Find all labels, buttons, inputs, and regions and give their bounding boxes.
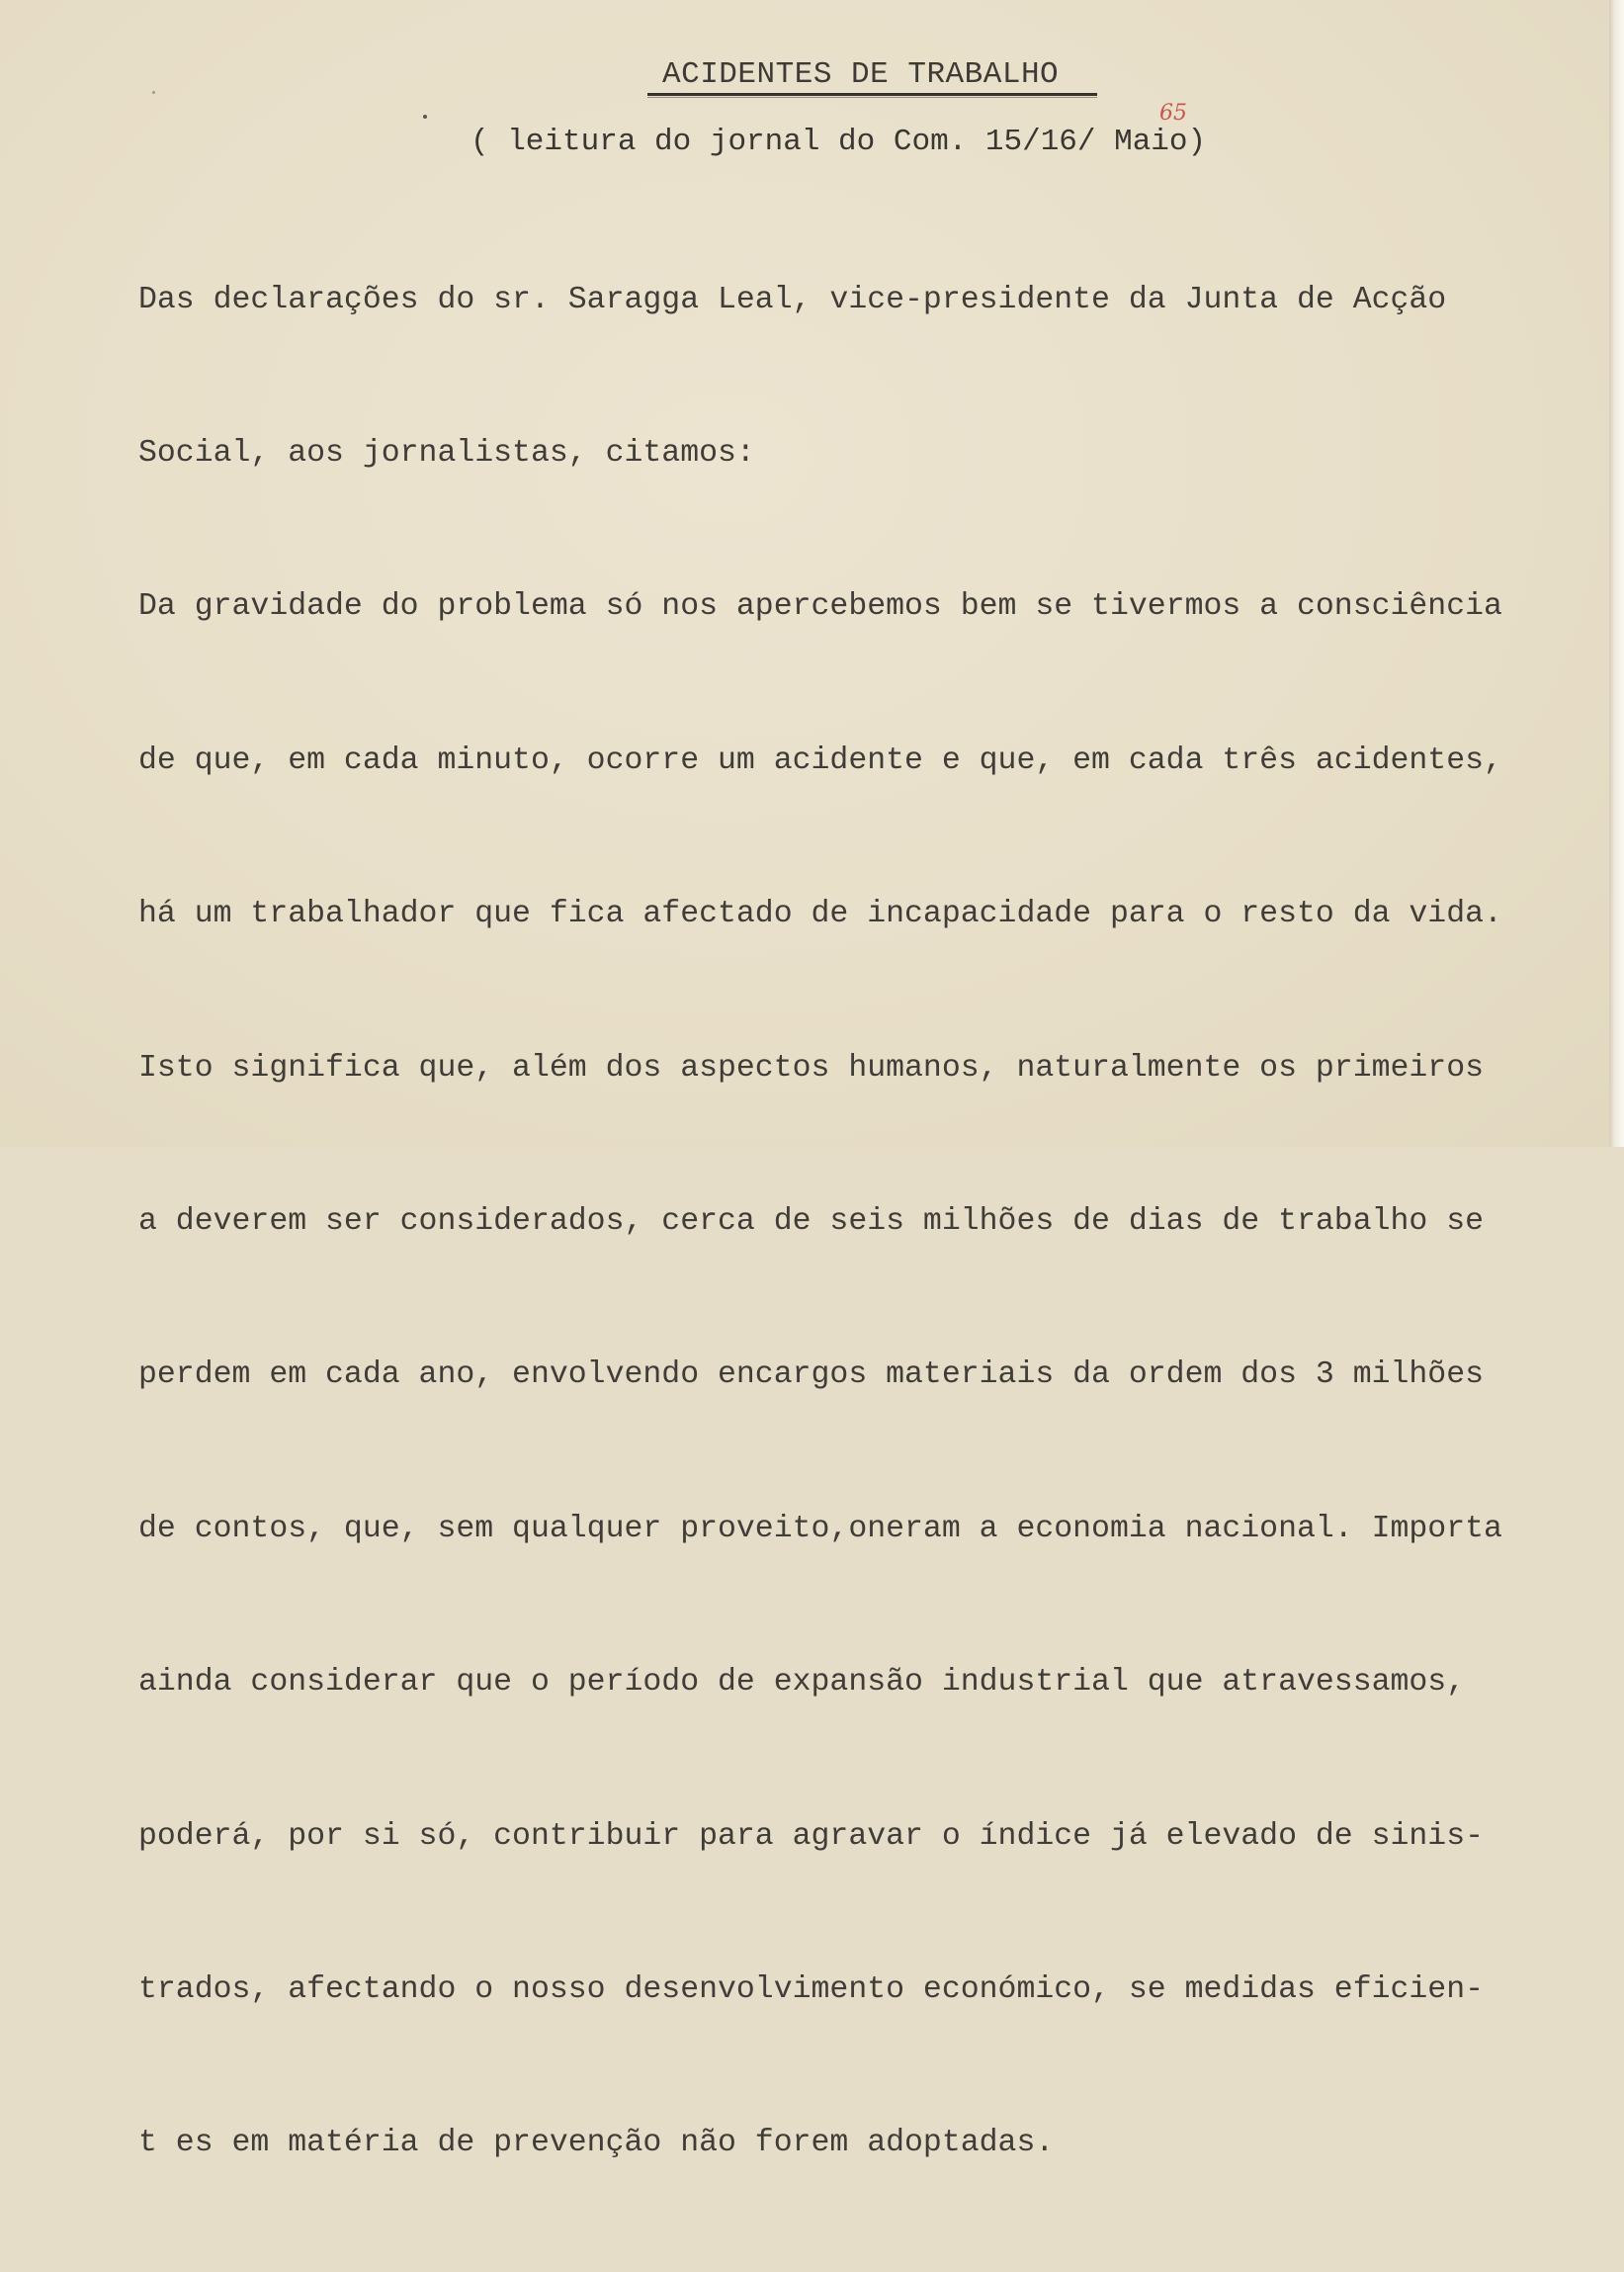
text-line: ainda considerar que o período de expansão industrial que atravessamos, — [138, 1665, 1466, 1701]
text-line: há um trabalhador que fica afectado de incapacidade para o resto da vida. — [138, 897, 1502, 932]
text-line: Das declarações do sr. Saragga Leal, vice-presidente da Junta de Acção — [138, 282, 1447, 317]
ink-speck — [423, 115, 427, 119]
text-line: de contos, que, sem qualquer proveito,oneram a economia nacional. Importa — [138, 1511, 1502, 1546]
text-line: t es em matéria de prevenção não forem adoptadas. — [138, 2126, 1055, 2161]
text-line: a deverem ser considerados, cerca de seis milhões de dias de trabalho se — [138, 1203, 1485, 1239]
title-underline — [647, 93, 1097, 96]
text-line: trados, afectando o nosso desenvolvimento económico, se medidas eficien- — [138, 1971, 1485, 2007]
body-text — [138, 172, 1606, 2272]
page-number: 65 — [1159, 101, 1187, 126]
text-line: poderá, por si só, contribuir para agravar o índice já elevado de sinis- — [138, 1818, 1485, 1854]
text-line: Da gravidade do problema só nos apercebemos bem se tivermos a consciência — [138, 589, 1502, 625]
document-subtitle: ( leitura do jornal do Com. 15/16/ Maio) — [470, 125, 1207, 159]
page-edge — [1609, 0, 1624, 1147]
ink-speck — [152, 91, 155, 94]
text-line: de que, em cada minuto, ocorre um acidente e que, em cada três acidentes, — [138, 743, 1502, 778]
document-title: ACIDENTES DE TRABALHO — [662, 57, 1060, 92]
text-line: Isto significa que, além dos aspectos humanos, naturalmente os primeiros — [138, 1050, 1485, 1086]
text-line: Social, aos jornalistas, citamos: — [138, 435, 755, 471]
title-underline-shadow — [647, 97, 1097, 98]
text-line: perdem em cada ano, envolvendo encargos materiais da ordem dos 3 milhões — [138, 1357, 1485, 1393]
